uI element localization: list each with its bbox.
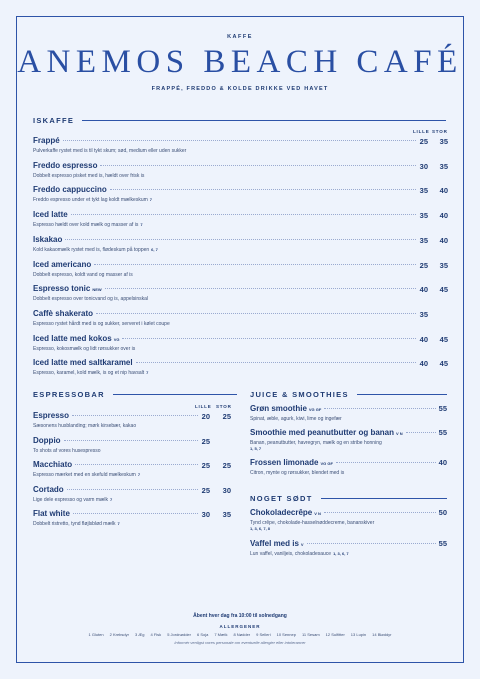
cafe-title: ANEMOS BEACH CAFÉ (17, 44, 463, 80)
item-name: Vaffel med is (250, 539, 299, 548)
size-small-header: LILLE (413, 129, 430, 134)
allergen-codes: 7 (110, 496, 113, 502)
allergen-codes: 7 (117, 521, 120, 526)
price-large: 25 (222, 412, 231, 421)
dot-leader (96, 313, 416, 314)
description-text: To shots af vores husespresso (33, 447, 101, 454)
menu-item (250, 508, 447, 532)
price-large: 40 (439, 186, 448, 196)
price-large: 45 (439, 334, 448, 344)
item-name: Cortado (33, 484, 64, 494)
item-line (250, 508, 447, 519)
dot-leader (72, 415, 198, 416)
dot-leader (65, 239, 416, 240)
allergen-codes: 1, 3, 6, 7, 8 (250, 526, 271, 531)
description-text: Pulverkaffe rystet med is til tykt skum; sød, medium eller uden sukker (33, 148, 187, 154)
dot-leader (110, 189, 416, 190)
section-rule (113, 394, 237, 395)
allergen-item: 13 Lupin (350, 632, 367, 637)
item-line (33, 161, 447, 172)
allergen-item: 10 Sennep (276, 632, 296, 637)
item-name: Caffè shakerato (33, 308, 94, 318)
size-large-header: STOR (216, 404, 232, 409)
item-line (250, 458, 447, 469)
price-small: 35 (419, 186, 428, 196)
item-line (250, 404, 447, 415)
item-description (33, 197, 447, 203)
price-large: 40 (439, 235, 448, 245)
item-line (33, 235, 447, 246)
section-title: ESPRESSOBAR (33, 390, 105, 399)
item-description (33, 423, 233, 429)
price-small: 35 (419, 211, 428, 221)
section-espressobar-header (33, 390, 237, 399)
description-text: Tynd crêpe, chokolade-hasselnøddecreme, bananskiver (250, 520, 375, 526)
allergy-note: Informér venligst vores personale om eventuelle allergier eller intolerancer (174, 640, 306, 645)
item-line (33, 334, 447, 345)
allergen-list (0, 632, 480, 637)
header-subtitle: FRAPPÉ, FREDDO & KOLDE DRIKKE VED HAVET (151, 86, 329, 92)
item-name: Espresso tonic (33, 284, 91, 294)
price-small: 40 (419, 285, 428, 295)
price-large: 35 (222, 510, 231, 519)
dot-leader (122, 338, 416, 339)
section-rule (321, 498, 447, 499)
price-small: 25 (419, 260, 428, 270)
dot-leader (324, 408, 435, 409)
item-description (33, 247, 447, 253)
item-description (33, 346, 447, 352)
item-name: Iced americano (33, 259, 92, 269)
description-text: Dobbelt espresso, koldt vand og masser af is (33, 271, 133, 278)
menu-item (250, 428, 447, 452)
item-name: Grøn smoothie (250, 404, 307, 413)
menu-item (33, 260, 447, 278)
dietary-tag: VG GF (308, 407, 322, 412)
description-text: Sæsonens husblanding; mørk kirsebær, kakao (33, 423, 137, 429)
item-description (33, 321, 447, 327)
item-description (33, 222, 447, 228)
opening-hours: Åbent hver dag fra 10:00 til solnedgang (193, 613, 287, 619)
allergen-title: ALLERGENER (219, 624, 261, 629)
item-line (250, 539, 447, 550)
dietary-tag: VG GF (320, 461, 333, 466)
description-text: Spinat, æble, agurk, kiwi, lime og ingefær (250, 416, 342, 422)
price-large: 40 (439, 211, 448, 221)
dot-leader (307, 543, 436, 544)
menu-item (33, 358, 447, 376)
item-name: Iced latte med saltkaramel (33, 358, 133, 368)
item-price: 50 (438, 508, 447, 517)
item-name: Macchiato (33, 460, 73, 469)
item-name: Smoothie med peanutbutter og banan (250, 428, 395, 437)
dot-leader (94, 264, 416, 265)
menu-item (33, 436, 233, 454)
price-small: 35 (419, 235, 428, 245)
menu-item (33, 460, 233, 478)
item-name: Frossen limonade (250, 458, 319, 467)
allergen-codes: 1, 3, 6, 7 (333, 551, 349, 556)
section-sweet-header (250, 494, 447, 503)
item-description (33, 497, 233, 503)
price-large: 45 (439, 285, 448, 295)
menu-item (250, 458, 447, 476)
allergen-codes: 7 (137, 472, 141, 477)
item-line (33, 260, 447, 271)
item-name: Iced latte (33, 210, 68, 220)
price-small: 25 (201, 485, 210, 495)
dot-leader (73, 513, 198, 514)
section-title: JUICE & SMOOTHIES (250, 390, 349, 399)
allergen-item: 1 Gluten (88, 632, 104, 637)
menu-item (33, 485, 233, 503)
item-description (33, 272, 447, 278)
allergen-codes: 7 (146, 370, 149, 376)
section-title: ISKAFFE (33, 116, 75, 125)
menu-item (33, 161, 447, 179)
dot-leader (64, 440, 198, 441)
item-description (33, 296, 447, 302)
menu-item (33, 210, 447, 228)
item-description (33, 472, 233, 478)
price-large: 35 (439, 260, 448, 270)
item-name: Iskakao (33, 234, 63, 244)
item-line (33, 284, 447, 295)
item-price: 55 (438, 404, 447, 413)
description-text: Banan, peanutbutter, havregryn, mælk og en stribe honning (250, 440, 382, 446)
price-small: 40 (419, 359, 428, 369)
dot-leader (336, 462, 436, 463)
item-description (33, 448, 233, 454)
menu-item (250, 539, 447, 557)
menu-item (33, 284, 447, 302)
description-text: Freddo espresso under et tykt lag koldt mælkeskum (33, 197, 148, 204)
description-text: Citron, mynte og rørsukker, blendet med is (250, 470, 345, 476)
item-price: 55 (438, 428, 447, 437)
section-rule (82, 120, 446, 121)
item-description (250, 551, 447, 557)
header-kicker: KAFFE (227, 34, 253, 40)
description-text: Espresso hældt over kold mælk og masser af is (33, 222, 139, 229)
menu-item (33, 411, 233, 429)
allergen-item: 11 Sesam (301, 632, 320, 637)
description-text: Dobbelt espresso over tonicvand og is, appelsinskal (33, 296, 149, 303)
menu-item (250, 404, 447, 422)
item-name: Freddo espresso (33, 160, 98, 170)
item-line (33, 185, 447, 196)
dietary-tag: V N (396, 431, 403, 436)
price-small: 40 (419, 334, 428, 344)
price-large: 45 (439, 359, 448, 369)
price-large: 35 (439, 137, 448, 146)
section-iskaffe-header (33, 116, 446, 125)
item-name: Doppio (33, 435, 61, 445)
menu-item (33, 509, 233, 527)
section-rule (357, 394, 447, 395)
item-description-allergens (250, 446, 447, 452)
allergen-codes: 7 (140, 222, 143, 228)
allergen-item: 7 Mælk (214, 632, 228, 637)
price-large: 25 (222, 461, 231, 470)
dot-leader (71, 214, 416, 215)
item-price: 40 (438, 458, 447, 467)
description-text: Lun vaffel, vaniljeis, chokoladesauce (250, 551, 332, 557)
dot-leader (406, 432, 436, 433)
price-small: 20 (201, 412, 210, 421)
item-description (33, 148, 447, 154)
item-description (33, 370, 447, 376)
price-large: 30 (222, 485, 231, 495)
menu-item (33, 309, 447, 327)
item-description (33, 173, 447, 179)
item-name: Flat white (33, 509, 70, 518)
dot-leader (63, 140, 416, 141)
menu-item (33, 334, 447, 352)
description-text: Espresso, kokosmælk og lidt rørsukker over is (33, 345, 136, 352)
description-text: Espresso rystet hårdt med is og sukker, serveret i kølet coupe (33, 320, 170, 327)
allergen-item: 9 Selleri (256, 632, 271, 637)
item-name: Freddo cappuccino (33, 185, 107, 195)
allergen-codes: 7 (149, 197, 153, 203)
allergen-item: 5 Jordnødder (167, 632, 191, 637)
price-large: 35 (439, 161, 448, 171)
dot-leader (67, 489, 198, 490)
description-text: Espresso, karamel, kold mælk, is og et nip havsalt (33, 370, 145, 377)
allergen-item: 14 Bløddyr (372, 632, 392, 637)
dietary-tag: NEW (92, 287, 102, 293)
dot-leader (324, 512, 436, 513)
price-small: 25 (419, 137, 428, 146)
item-line (33, 309, 447, 320)
item-description-allergens (250, 526, 447, 532)
description-text: Dobbelt espresso pisket med is, hældt over frisk is (33, 172, 145, 179)
allergen-item: 2 Krebsdyr (109, 632, 129, 637)
allergen-item: 6 Soja (196, 632, 209, 637)
dot-leader (75, 464, 198, 465)
allergen-item: 3 Æg (134, 632, 145, 637)
item-line (250, 428, 447, 439)
dietary-tag: V (300, 542, 304, 547)
item-description (250, 470, 447, 476)
dot-leader (105, 288, 416, 289)
dot-leader (100, 165, 416, 166)
item-description (33, 521, 233, 527)
allergen-item: 8 Nødder (233, 632, 251, 637)
dietary-tag: VG (113, 336, 120, 342)
price-small: 30 (419, 161, 428, 171)
allergen-item: 12 Sulfitter (325, 632, 345, 637)
allergen-codes: 1, 5, 7 (250, 446, 262, 451)
item-price: 55 (438, 539, 447, 548)
item-line (33, 358, 447, 369)
menu-item (33, 235, 447, 253)
allergen-item: 4 Fisk (150, 632, 162, 637)
section-juice-header (250, 390, 447, 399)
item-line (33, 210, 447, 221)
price-small: 25 (201, 436, 210, 446)
item-name: Espresso (33, 411, 70, 420)
allergen-codes: 6, 7 (151, 246, 158, 252)
menu-item (33, 185, 447, 203)
price-small: 25 (201, 461, 210, 470)
size-large-header: STOR (432, 129, 448, 134)
description-text: Espresso mærket med en skefuld mælkeskum (33, 472, 136, 478)
description-text: Dobbelt ristretto, tynd fløjlsblød mælk (33, 521, 116, 527)
item-name: Chokoladecrêpe (250, 508, 313, 517)
size-small-header: LILLE (195, 404, 212, 409)
item-line (33, 136, 447, 147)
item-description (250, 416, 447, 422)
item-name: Frappé (33, 136, 60, 145)
dot-leader (136, 362, 416, 363)
dietary-tag: V N (314, 511, 321, 516)
section-title: NOGET SØDT (250, 494, 313, 503)
item-name: Iced latte med kokos (33, 333, 112, 343)
price-small: 30 (201, 510, 210, 519)
menu-item (33, 136, 447, 154)
description-text: Lige dele espresso og varm mælk (33, 496, 109, 503)
price-small: 35 (419, 309, 428, 319)
description-text: Kold kakaomælk rystet med is, flødeskum på toppen (33, 246, 150, 253)
